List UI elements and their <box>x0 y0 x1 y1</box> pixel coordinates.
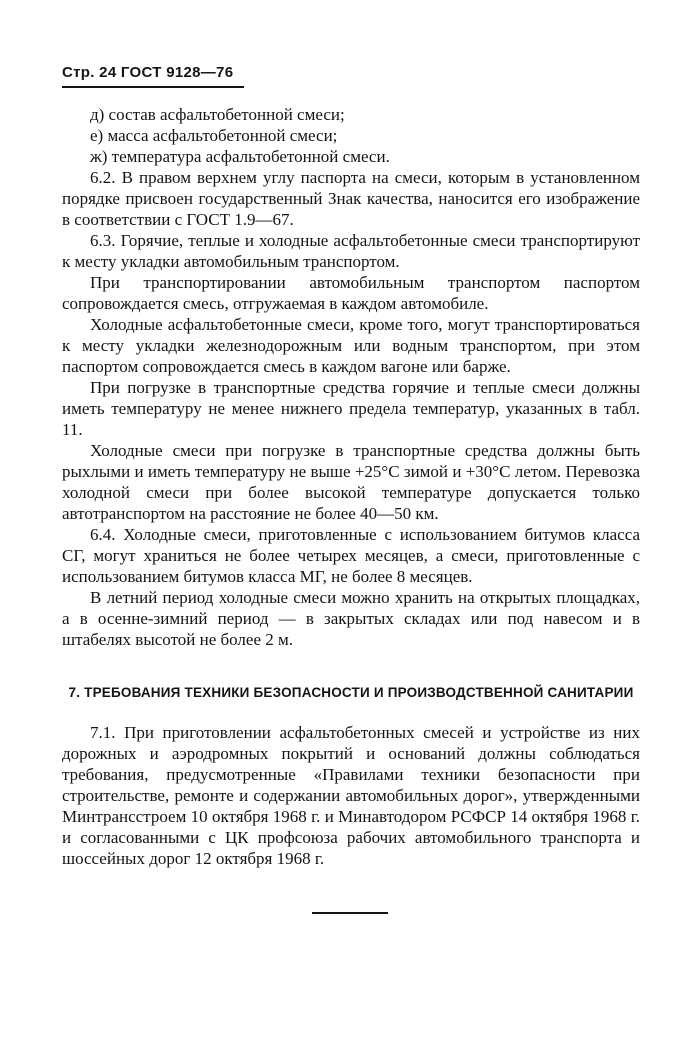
clause-6-4: 6.4. Холодные смеси, приготовленные с использованием битумов класса СГ, могут храниться не более четырех месяцев, а смеси, приготовленные с использованием битумов класса МГ, не более 8 месяцев. <box>62 525 640 586</box>
page-header: Стр. 24 ГОСТ 9128—76 <box>62 64 234 81</box>
end-rule <box>312 912 388 914</box>
paragraph-loading-temperature: При погрузке в транспортные средства горячие и теплые смеси должны иметь температуру не менее нижнего предела температур, указанных в табл. 11. <box>62 378 640 439</box>
section-7-title: 7. ТРЕБОВАНИЯ ТЕХНИКИ БЕЗОПАСНОСТИ И ПРОИЗВОДСТВЕННОЙ САНИТАРИИ <box>68 685 634 700</box>
clause-7-1: 7.1. При приготовлении асфальтобетонных смесей и устройстве из них дорожных и аэродромных покрытий и оснований должны соблюдаться требования, предусмотренные «Правилами техники безопасности при строительстве, ремонте и содержании автомобильных дорог», утвержденными Минтрансстроем 10 октября 1968 г. и Минавтодором РСФСР 14 октября 1968 г. и согласованными с ЦК профсоюза рабочих автомобильного транспорта и шоссейных дорог 12 октября 1968 г. <box>62 723 640 868</box>
clause-6-3: 6.3. Горячие, теплые и холодные асфальтобетонные смеси транспортируют к месту укладки автомобильным транспортом. <box>62 231 640 271</box>
paragraph-transport-passport: При транспортировании автомобильным транспортом паспортом сопровождается смесь, отгружаемая в каждом автомобиле. <box>62 273 640 313</box>
clause-6-2: 6.2. В правом верхнем углу паспорта на смеси, которым в установленном порядке присвоен государственный Знак качества, наносится его изображение в соответствии с ГОСТ 1.9—67. <box>62 168 640 229</box>
list-item-zh: ж) температура асфальтобетонной смеси. <box>90 147 390 166</box>
header-rule <box>62 86 244 88</box>
list-item-d: д) состав асфальтобетонной смеси; <box>90 105 345 124</box>
paragraph-summer-storage: В летний период холодные смеси можно хранить на открытых площадках, а в осенне-зимний период — в закрытых складах или под навесом и в штабелях высотой не более 2 м. <box>62 588 640 649</box>
document-body <box>62 104 640 869</box>
paragraph-cold-mix-loading: Холодные смеси при погрузке в транспортные средства должны быть рыхлыми и иметь температуру не выше +25°С зимой и +30°С летом. Перевозка холодной смеси при более высокой температуре допускается только автотранспортом на расстояние не более 40—50 км. <box>62 441 640 523</box>
list-item-e: е) масса асфальтобетонной смеси; <box>90 126 338 145</box>
paragraph-cold-mix-transport: Холодные асфальтобетонные смеси, кроме того, могут транспортироваться к месту укладки железнодорожным или водным транспортом, при этом паспортом сопровождается смесь в каждом вагоне или барже. <box>62 315 640 376</box>
